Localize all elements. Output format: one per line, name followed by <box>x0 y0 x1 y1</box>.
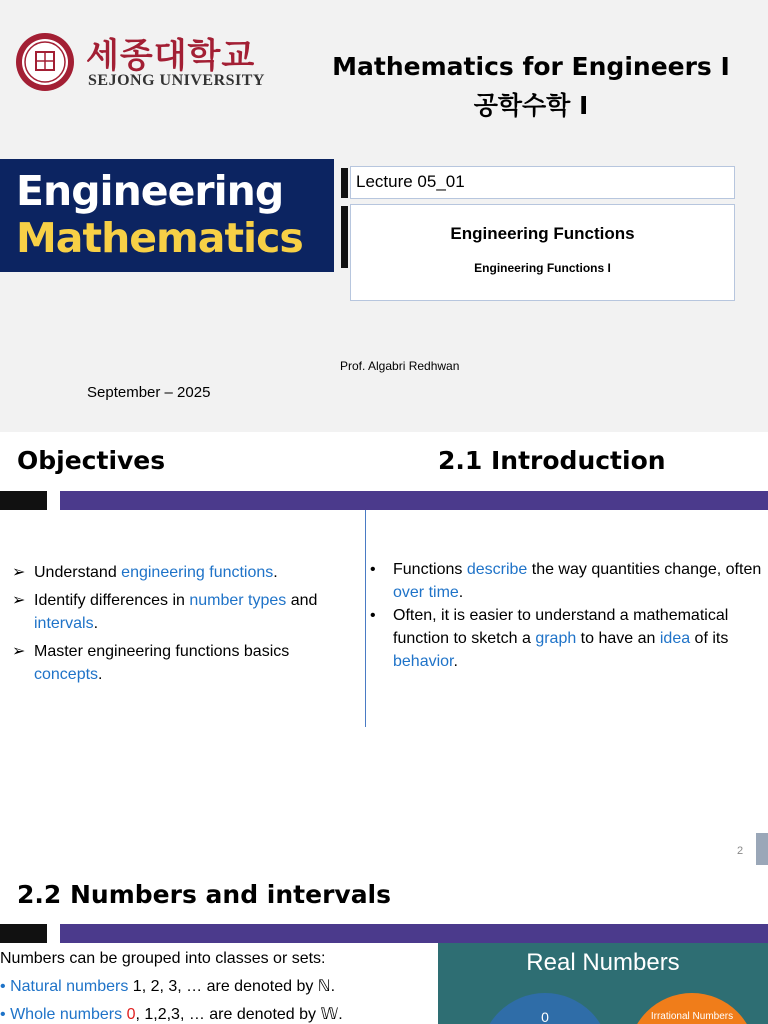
whole-numbers-term: Whole numbers <box>10 1006 123 1023</box>
introduction-heading: 2.1 Introduction <box>438 446 666 475</box>
highlighted-term: intervals <box>34 615 94 632</box>
highlighted-term: describe <box>466 561 528 578</box>
lecture-accent-bar <box>341 168 348 198</box>
natural-numbers-line <box>0 973 430 1001</box>
page-edge-tab <box>756 833 768 865</box>
numbers-text <box>0 945 430 1024</box>
text-run: . <box>453 653 458 670</box>
intro-item <box>370 558 762 604</box>
text-run: Master engineering functions basics <box>34 643 290 660</box>
professor-name: Prof. Algabri Redhwan <box>340 359 460 373</box>
highlighted-term: concepts <box>34 666 99 683</box>
banner-line-1: Engineering <box>16 167 284 215</box>
rule-black-block <box>0 491 47 510</box>
title-slide <box>0 0 768 432</box>
column-divider <box>365 510 366 727</box>
highlighted-term: idea <box>659 630 691 647</box>
engineering-mathematics-banner <box>0 159 334 272</box>
course-title-english: Mathematics for Engineers I <box>332 52 730 81</box>
university-name-korean: 세종대학교 <box>86 36 256 76</box>
numbers-heading: 2.2 Numbers and intervals <box>17 880 392 909</box>
highlighted-term: graph <box>535 630 577 647</box>
topic-title: Engineering Functions <box>450 224 635 243</box>
text-run: to have an <box>576 630 660 647</box>
text-run: Identify differences in <box>34 592 190 609</box>
text-run: and <box>286 592 318 609</box>
text-run: Often, it is easier to understand a mathematical function to sketch a <box>393 607 729 647</box>
rational-circle <box>480 993 610 1024</box>
objective-item <box>12 561 357 584</box>
text-run: of its <box>690 630 729 647</box>
highlighted-term: behavior <box>393 653 454 670</box>
whole-numbers-values: , 1,2,3, … are denoted by 𝕎. <box>135 1006 343 1023</box>
text-run: . <box>93 615 99 632</box>
lecture-label: Lecture 05_01 <box>350 166 735 199</box>
bullet: • <box>0 1006 6 1023</box>
rational-circle-label: 0 <box>541 1009 549 1024</box>
highlighted-term: over time <box>393 584 459 601</box>
highlighted-term: number types <box>189 592 287 609</box>
real-numbers-title: Real Numbers <box>526 949 680 976</box>
natural-numbers-term: Natural numbers <box>10 978 129 995</box>
irrational-circle-label: Irrational Numbers <box>650 1011 734 1022</box>
natural-numbers-values: 1, 2, 3, … are denoted by ℕ. <box>128 978 336 995</box>
course-title-korean: 공학수학 I <box>473 91 589 120</box>
topic-subtitle: Engineering Functions I <box>474 261 611 275</box>
bullet-marker: • <box>370 561 376 578</box>
rule-purple-bar <box>60 924 768 943</box>
lecture-date: September – 2025 <box>87 384 211 401</box>
banner-line-2: Mathematics <box>16 214 303 262</box>
numbers-intro: Numbers can be grouped into classes or sets: <box>0 950 326 967</box>
whole-numbers-line <box>0 1001 430 1024</box>
numbers-intervals-slide <box>0 865 768 1024</box>
text-run: Functions <box>393 561 467 578</box>
text-run: . <box>458 584 464 601</box>
text-run: . <box>273 564 278 581</box>
bullet: • <box>0 978 6 995</box>
irrational-circle <box>628 993 756 1024</box>
highlighted-term: engineering functions <box>121 564 274 581</box>
objectives-list <box>12 561 357 691</box>
bullet-marker: ➢ <box>12 592 26 609</box>
topic-accent-bar <box>341 206 348 268</box>
bullet-marker: ➢ <box>12 564 26 581</box>
objective-item <box>12 640 357 686</box>
rule-purple-bar <box>60 491 768 510</box>
objectives-slide <box>0 432 768 865</box>
introduction-list <box>370 558 762 673</box>
real-numbers-diagram <box>438 943 768 1024</box>
text-run: Understand <box>34 564 122 581</box>
objective-item <box>12 589 357 635</box>
bullet-marker: • <box>370 607 376 624</box>
university-seal-icon <box>15 32 75 92</box>
intro-item <box>370 604 762 673</box>
page-number: 2 <box>737 845 744 857</box>
university-name-english: SEJONG UNIVERSITY <box>88 72 265 89</box>
bullet-marker: ➢ <box>12 643 26 660</box>
zero-value: 0 <box>126 1006 136 1023</box>
text-run: the way quantities change, often <box>527 561 762 578</box>
rule-black-block <box>0 924 47 943</box>
topic-box <box>350 204 735 301</box>
text-run: . <box>98 666 103 683</box>
objectives-heading: Objectives <box>17 446 166 475</box>
